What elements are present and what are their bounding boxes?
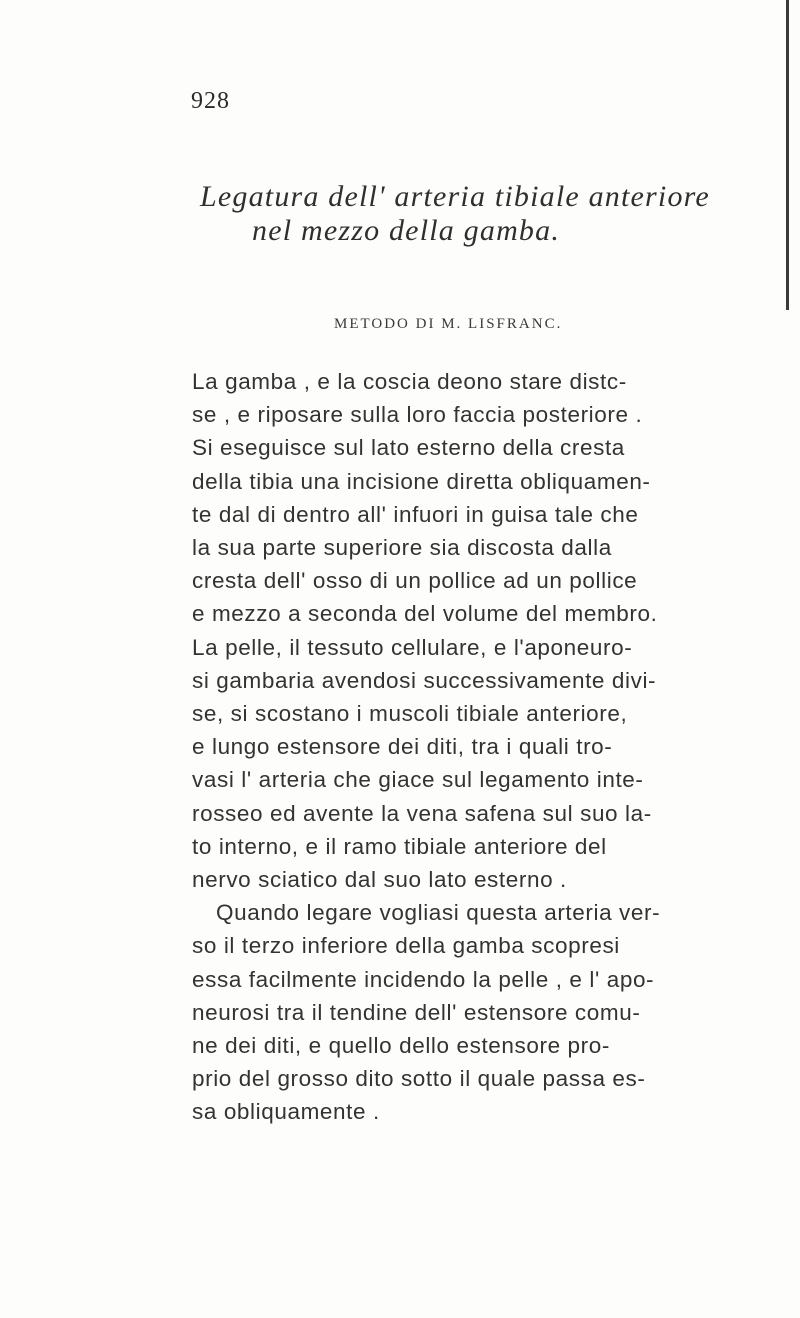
text-line: prio del grosso dito sotto il quale passa es- bbox=[192, 1066, 646, 1092]
text-line: della tibia una incisione diretta obliquamen- bbox=[192, 468, 651, 494]
page-number: 928 bbox=[191, 88, 230, 114]
body-text bbox=[192, 365, 762, 1129]
text-line: si gambaria avendosi successivamente divi- bbox=[192, 667, 657, 693]
title-line: nel mezzo della gamba. bbox=[252, 214, 561, 247]
text-line: rosseo ed avente la vena safena sul suo la- bbox=[192, 800, 652, 826]
text-line: La gamba , e la coscia deono stare distc- bbox=[192, 369, 627, 394]
text-line: Si eseguisce sul lato esterno della cresta bbox=[192, 435, 625, 461]
text-line: to interno, e il ramo tibiale anteriore del bbox=[192, 833, 607, 859]
page-edge-line bbox=[786, 0, 789, 310]
text-line: La pelle, il tessuto cellulare, e l'aponeuro- bbox=[192, 634, 633, 660]
section-title bbox=[200, 180, 800, 248]
text-line: se, si scostano i muscoli tibiale anteriore, bbox=[192, 701, 628, 727]
text-line: Quando legare vogliasi questa arteria ver- bbox=[216, 900, 661, 926]
text-line: nervo sciatico dal suo lato esterno . bbox=[192, 867, 567, 893]
text-line: se , e riposare sulla loro faccia posteriore . bbox=[192, 402, 643, 428]
text-line: cresta dell' osso di un pollice ad un pollice bbox=[192, 568, 638, 594]
text-line: neurosi tra il tendine dell' estensore comu- bbox=[192, 999, 641, 1025]
text-line: la sua parte superiore sia discosta dalla bbox=[192, 535, 612, 561]
title-line: Legatura dell' arteria tibiale anteriore bbox=[200, 180, 710, 213]
text-line: vasi l' arteria che giace sul legamento inte- bbox=[192, 767, 644, 793]
text-line: e lungo estensore dei diti, tra i quali tro- bbox=[192, 734, 613, 760]
text-line: essa facilmente incidendo la pelle , e l' apo- bbox=[192, 966, 655, 992]
text-line: ne dei diti, e quello dello estensore pro- bbox=[192, 1033, 610, 1059]
text-line: so il terzo inferiore della gamba scopresi bbox=[192, 933, 620, 959]
method-heading: METODO DI M. LISFRANC. bbox=[334, 316, 563, 332]
text-line: e mezzo a seconda del volume del membro. bbox=[192, 601, 658, 627]
text-line: sa obliquamente . bbox=[192, 1099, 380, 1125]
text-line: te dal di dentro all' infuori in guisa tale che bbox=[192, 501, 639, 527]
